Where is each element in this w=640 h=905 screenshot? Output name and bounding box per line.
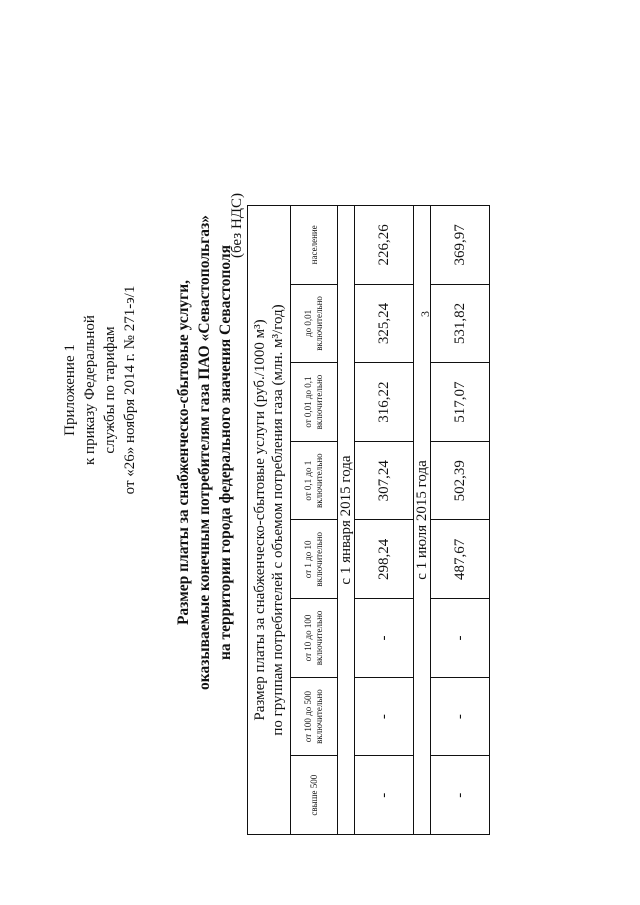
vat-note: (без НДС) bbox=[229, 192, 245, 258]
section-row bbox=[414, 206, 431, 835]
section-label: с 1 июля 2015 года bbox=[414, 206, 431, 835]
column-header: от 1 до 10 включительно bbox=[291, 520, 338, 599]
table-cell: - bbox=[355, 677, 414, 756]
title-line: Размер платы за снабженческо-сбытовые услуги, bbox=[175, 279, 192, 626]
table-cell: 487,67 bbox=[431, 520, 490, 599]
table-row bbox=[355, 206, 414, 835]
table-cell: - bbox=[355, 756, 414, 835]
appendix-line: к приказу Федеральной bbox=[82, 315, 98, 465]
table-cell: - bbox=[355, 599, 414, 678]
table-cell: 531,82 bbox=[431, 284, 490, 363]
table-cell: 369,97 bbox=[431, 206, 490, 285]
table-cell: 307,24 bbox=[355, 441, 414, 520]
table-cell: 325,24 bbox=[355, 284, 414, 363]
column-header: от 100 до 500 включительно bbox=[291, 677, 338, 756]
column-header-row bbox=[291, 206, 338, 835]
table-header-line: Размер платы за снабженческо-сбытовые услуги (руб./1000 м³) bbox=[252, 319, 268, 721]
table-cell: - bbox=[431, 756, 490, 835]
page-number: 3 bbox=[418, 311, 432, 317]
document-title bbox=[173, 0, 236, 905]
table-header-line: по группам потребителей с объемом потребления газа (млн. м³/год) bbox=[270, 304, 286, 736]
section-label: с 1 января 2015 года bbox=[338, 206, 355, 835]
table-cell: 517,07 bbox=[431, 363, 490, 442]
appendix-header bbox=[60, 220, 140, 560]
column-header: от 0,1 до 1 включительно bbox=[291, 441, 338, 520]
table-cell: - bbox=[431, 677, 490, 756]
table-cell: 298,24 bbox=[355, 520, 414, 599]
table-cell: - bbox=[431, 599, 490, 678]
table-cell: 502,39 bbox=[431, 441, 490, 520]
appendix-line: службы по тарифам bbox=[102, 326, 118, 454]
title-line: оказываемые конечным потребителям газа ПАО «Севастопольгаз» bbox=[196, 215, 213, 690]
column-header: свыше 500 bbox=[291, 756, 338, 835]
column-header: до 0,01 включительно bbox=[291, 284, 338, 363]
column-header: население bbox=[291, 206, 338, 285]
column-header: от 10 до 100 включительно bbox=[291, 599, 338, 678]
appendix-line: Приложение 1 bbox=[62, 344, 78, 436]
table-cell: 226,26 bbox=[355, 206, 414, 285]
table-header bbox=[248, 206, 291, 835]
table-row bbox=[431, 206, 490, 835]
title-line: на территории города федерального значения Севастополя bbox=[217, 244, 234, 661]
section-row bbox=[338, 206, 355, 835]
tariff-table bbox=[247, 205, 490, 835]
appendix-line: от «26» ноября 2014 г. № 271-э/1 bbox=[122, 285, 138, 495]
table-header-row bbox=[248, 206, 291, 835]
table-cell: 316,22 bbox=[355, 363, 414, 442]
column-header: от 0,01 до 0,1 включительно bbox=[291, 363, 338, 442]
